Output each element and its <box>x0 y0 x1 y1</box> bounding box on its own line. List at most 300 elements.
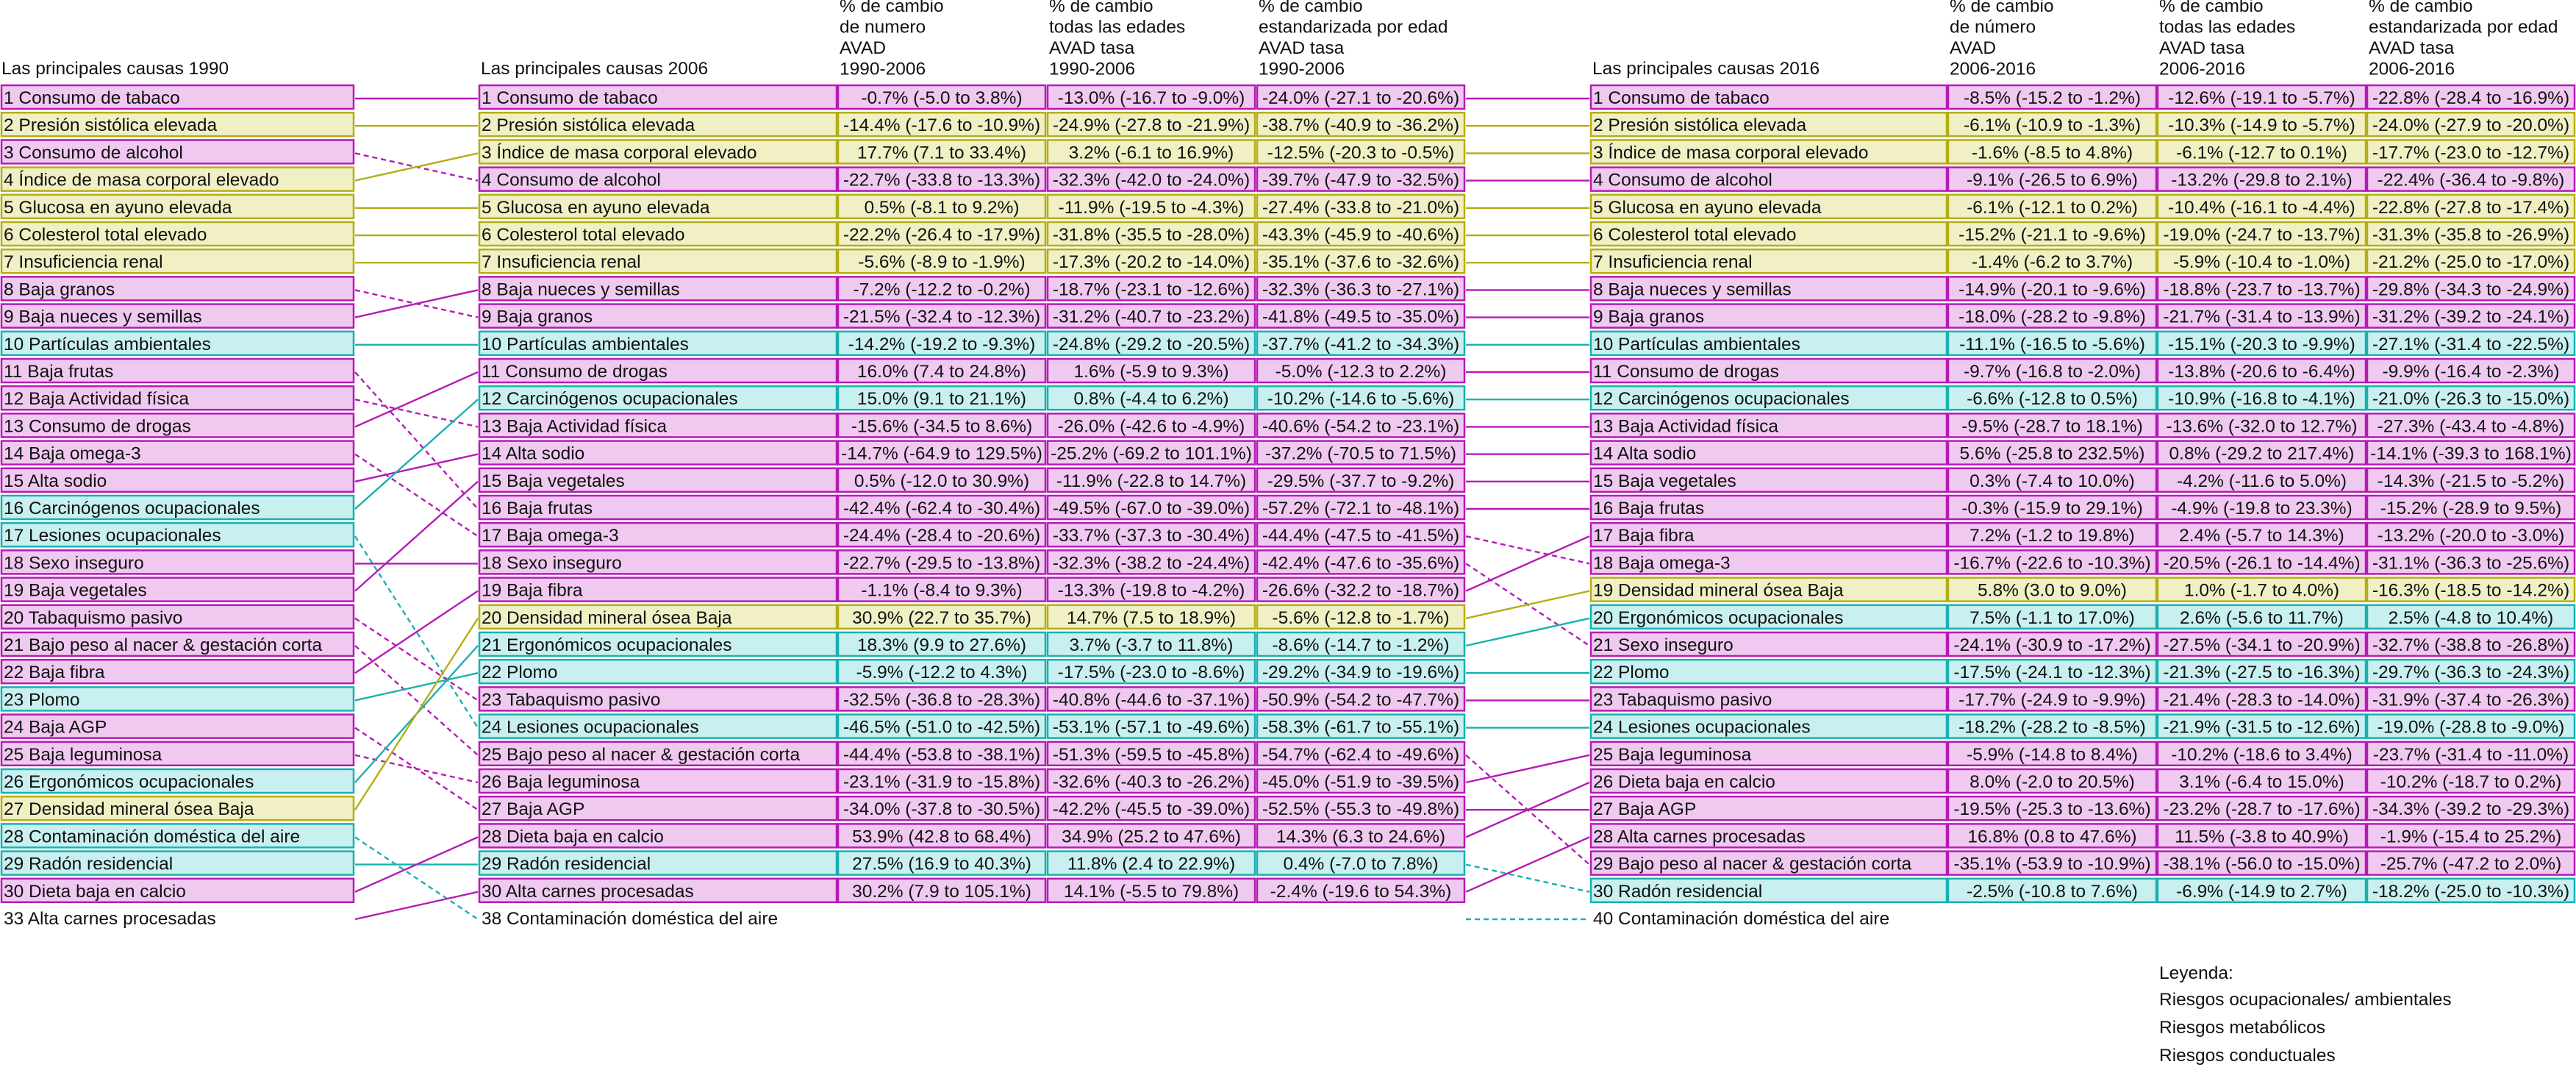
stats-1990-2006-value: -21.5% (-32.4 to -12.3%) <box>842 307 1041 327</box>
stats-2006-2016-value: 1.0% (-1.7 to 4.0%) <box>2183 580 2340 601</box>
stats-2006-2016-value: -21.0% (-26.3 to -15.0%) <box>2372 389 2570 410</box>
col-2016-extra-label: 40 Contaminación doméstica del aire <box>1593 909 1890 929</box>
stats-1990-2006-value: -10.2% (-14.6 to -5.6%) <box>1267 389 1455 410</box>
stats-1990-2006-value: -50.9% (-54.2 to -47.7%) <box>1262 690 1460 710</box>
header-2006-2016-line: AVAD tasa <box>2369 38 2455 58</box>
col-2016-label: 15 Baja vegetales <box>1593 471 1736 491</box>
col-2016-label: 1 Consumo de tabaco <box>1593 88 1770 108</box>
col-1990-label: 29 Radón residencial <box>4 854 173 874</box>
link-1990-2006 <box>355 591 478 674</box>
stats-2006-2016-value: -9.1% (-26.5 to 6.9%) <box>1967 170 2138 190</box>
col-1990-label: 3 Consumo de alcohol <box>4 143 183 163</box>
stats-2006-2016-value: 5.8% (3.0 to 9.0%) <box>1978 580 2127 601</box>
col-2006-label: 22 Plomo <box>482 663 558 683</box>
stats-2006-2016-value: 2.4% (-5.7 to 14.3%) <box>2179 526 2344 546</box>
col-2006-label: 18 Sexo inseguro <box>482 553 622 574</box>
col-2016-label: 11 Consumo de drogas <box>1593 362 1779 382</box>
col-2016-label: 12 Carcinógenos ocupacionales <box>1593 389 1850 410</box>
stats-2006-2016-value: -10.4% (-16.1 to -4.4%) <box>2168 197 2355 218</box>
stats-1990-2006-value: -5.6% (-8.9 to -1.9%) <box>858 252 1026 273</box>
stats-1990-2006-value: 3.7% (-3.7 to 11.8%) <box>1069 635 1234 655</box>
stats-1990-2006-value: -24.4% (-28.4 to -20.6%) <box>842 526 1041 546</box>
stats-1990-2006-value: 0.4% (-7.0 to 7.8%) <box>1283 854 1439 874</box>
col-1990-label: 16 Carcinógenos ocupacionales <box>4 499 260 518</box>
stats-2006-2016-value: -31.9% (-37.4 to -26.3%) <box>2372 690 2570 710</box>
link-1990-2006 <box>355 482 478 591</box>
col-2016-label: 29 Bajo peso al nacer & gestación corta <box>1593 854 1912 874</box>
stats-2006-2016-value: -9.5% (-28.7 to 18.1%) <box>1961 416 2143 437</box>
legend-title: Leyenda: <box>2159 963 2233 983</box>
stats-2006-2016-value: -6.6% (-12.8 to 0.5%) <box>1967 389 2138 410</box>
header-2006-2016-line: AVAD <box>1950 38 1997 58</box>
title-1990: Las principales causas 1990 <box>1 59 229 79</box>
header-2006-2016-line: % de cambio <box>2369 0 2473 16</box>
header-2006-2016-line: todas las edades <box>2159 17 2296 38</box>
col-1990-label: 17 Lesiones ocupacionales <box>4 526 221 546</box>
header-1990-2006-line: AVAD <box>840 38 887 58</box>
link-1990-2006 <box>355 892 478 919</box>
col-2016-label: 2 Presión sistólica elevada <box>1593 115 1807 136</box>
col-2016-label: 5 Glucosa en ayuno elevada <box>1593 197 1822 218</box>
col-1990-extra-label: 33 Alta carnes procesadas <box>4 909 216 929</box>
header-2006-2016-line: AVAD tasa <box>2159 38 2245 58</box>
stats-2006-2016-value: -32.7% (-38.8 to -26.8%) <box>2372 635 2570 655</box>
stats-1990-2006-value: -40.6% (-54.2 to -23.1%) <box>1262 416 1460 437</box>
stats-1990-2006-value: -43.3% (-45.9 to -40.6%) <box>1262 225 1460 245</box>
link-1990-2006 <box>355 454 478 537</box>
col-1990-label: 14 Baja omega-3 <box>4 443 141 464</box>
stats-1990-2006-value: 17.7% (7.1 to 33.4%) <box>856 143 1027 163</box>
col-2016-label: 25 Baja leguminosa <box>1593 744 1752 765</box>
stats-2006-2016-value: -10.9% (-16.8 to -4.1%) <box>2168 389 2355 410</box>
stats-1990-2006-value: -34.0% (-37.8 to -30.5%) <box>842 799 1041 820</box>
link-2006-2016 <box>1466 837 1589 891</box>
stats-2006-2016-value: -27.3% (-43.4 to -4.8%) <box>2377 416 2565 437</box>
stats-2006-2016-value: -13.6% (-32.0 to 12.7%) <box>2166 416 2358 437</box>
stats-1990-2006-value: -37.2% (-70.5 to 71.5%) <box>1264 443 1457 464</box>
header-1990-2006-line: % de cambio <box>840 0 944 16</box>
stats-1990-2006-value: -13.0% (-16.7 to -9.0%) <box>1057 88 1245 108</box>
col-2006-label: 27 Baja AGP <box>482 799 585 820</box>
header-1990-2006-line: 1990-2006 <box>1049 59 1136 79</box>
col-2006-label: 26 Baja leguminosa <box>482 772 640 792</box>
stats-2006-2016-value: -17.7% (-23.0 to -12.7%) <box>2372 143 2570 163</box>
stats-2006-2016-value: -1.6% (-8.5 to 4.8%) <box>1971 143 2133 163</box>
stats-1990-2006-value: -7.2% (-12.2 to -0.2%) <box>853 279 1031 300</box>
stats-1990-2006-value: -57.2% (-72.1 to -48.1%) <box>1262 499 1460 518</box>
stats-1990-2006-value: -0.7% (-5.0 to 3.8%) <box>861 88 1023 108</box>
col-1990-label: 12 Baja Actividad física <box>4 389 189 410</box>
col-2016-label: 22 Plomo <box>1593 663 1670 683</box>
link-1990-2006 <box>355 618 478 701</box>
stats-1990-2006-value: -14.7% (-64.9 to 129.5%) <box>841 443 1042 464</box>
header-1990-2006-line: % de cambio <box>1049 0 1153 16</box>
stats-1990-2006-value: -13.3% (-19.8 to -4.2%) <box>1057 580 1245 601</box>
stats-2006-2016-value: -18.0% (-28.2 to -9.8%) <box>1958 307 2146 327</box>
stats-2006-2016-value: -1.4% (-6.2 to 3.7%) <box>1971 252 2133 273</box>
stats-2006-2016-value: -31.1% (-36.3 to -25.6%) <box>2372 553 2570 574</box>
col-1990-label: 30 Dieta baja en calcio <box>4 881 186 902</box>
stats-1990-2006-value: 34.9% (25.2 to 47.6%) <box>1062 827 1241 847</box>
stats-2006-2016-value: -25.7% (-47.2 to 2.0%) <box>2380 854 2562 874</box>
header-2006-2016-line: 2006-2016 <box>1950 59 2036 79</box>
header-1990-2006-line: 1990-2006 <box>840 59 926 79</box>
col-1990-label: 7 Insuficiencia renal <box>4 252 163 273</box>
stats-1990-2006-value: -11.9% (-22.8 to 14.7%) <box>1056 471 1247 491</box>
col-1990-label: 11 Baja frutas <box>4 362 114 382</box>
col-2006-label: 25 Bajo peso al nacer & gestación corta <box>482 744 801 765</box>
link-2006-2016 <box>1466 755 1589 782</box>
col-2016-label: 23 Tabaquismo pasivo <box>1593 690 1772 710</box>
col-2016-label: 10 Partículas ambientales <box>1593 334 1800 354</box>
stats-1990-2006-value: -24.9% (-27.8 to -21.9%) <box>1052 115 1251 136</box>
header-2006-2016-line: estandarizada por edad <box>2369 17 2558 38</box>
stats-1990-2006-value: -42.4% (-47.6 to -35.6%) <box>1262 553 1460 574</box>
stats-2006-2016-value: -19.5% (-25.3 to -13.6%) <box>1953 799 2151 820</box>
link-1990-2006 <box>355 372 478 509</box>
col-2006-label: 8 Baja nueces y semillas <box>482 279 680 300</box>
stats-1990-2006-value: -39.7% (-47.9 to -32.5%) <box>1262 170 1460 190</box>
stats-1990-2006-value: -26.0% (-42.6 to -4.9%) <box>1057 416 1245 437</box>
stats-2006-2016-value: -11.1% (-16.5 to -5.6%) <box>1959 334 2145 354</box>
header-1990-2006-line: de numero <box>840 17 926 38</box>
stats-1990-2006-value: 16.0% (7.4 to 24.8%) <box>856 362 1027 382</box>
col-1990-label: 9 Baja nueces y semillas <box>4 307 202 327</box>
col-2006-label: 3 Índice de masa corporal elevado <box>482 143 757 163</box>
col-2016-label: 8 Baja nueces y semillas <box>1593 279 1792 300</box>
col-2016-label: 9 Baja granos <box>1593 307 1705 327</box>
legend-item-beh: Riesgos conductuales <box>2159 1046 2336 1066</box>
stats-2006-2016-value: -13.2% (-29.8 to 2.1%) <box>2171 170 2353 190</box>
link-2006-2016 <box>1466 536 1589 591</box>
header-1990-2006-line: estandarizada por edad <box>1259 17 1448 38</box>
col-2006-label: 24 Lesiones ocupacionales <box>482 717 699 738</box>
col-2006-label: 5 Glucosa en ayuno elevada <box>482 197 710 218</box>
stats-1990-2006-value: 11.8% (2.4 to 22.9%) <box>1067 854 1236 874</box>
stats-1990-2006-value: 30.9% (22.7 to 35.7%) <box>852 607 1031 628</box>
stats-2006-2016-value: -27.1% (-31.4 to -22.5%) <box>2372 334 2570 354</box>
stats-2006-2016-value: -22.8% (-27.8 to -17.4%) <box>2372 197 2570 218</box>
stats-2006-2016-value: -1.9% (-15.4 to 25.2%) <box>2380 827 2562 847</box>
stats-2006-2016-value: 11.5% (-3.8 to 40.9%) <box>2175 827 2349 847</box>
header-1990-2006 <box>1049 0 1185 79</box>
stats-1990-2006-value: 15.0% (9.1 to 21.1%) <box>856 389 1027 410</box>
col-2016-label: 19 Densidad mineral ósea Baja <box>1593 580 1844 601</box>
stats-2006-2016-value: 7.5% (-1.1 to 17.0%) <box>1969 607 2135 628</box>
col-2016-label: 4 Consumo de alcohol <box>1593 170 1772 190</box>
stats-1990-2006-value: -5.0% (-12.3 to 2.2%) <box>1275 362 1447 382</box>
stats-2006-2016-value: -13.8% (-20.6 to -6.4%) <box>2168 362 2355 382</box>
stats-2006-2016-value: -19.0% (-28.8 to -9.0%) <box>2377 717 2565 738</box>
stats-2006-2016-value: -23.7% (-31.4 to -11.0%) <box>2372 744 2569 765</box>
col-2006-label: 7 Insuficiencia renal <box>482 252 641 273</box>
stats-2006-2016-value: -6.1% (-12.7 to 0.1%) <box>2176 143 2347 163</box>
stats-1990-2006-value: -18.7% (-23.1 to -12.6%) <box>1052 279 1251 300</box>
col-1990-label: 2 Presión sistólica elevada <box>4 115 218 136</box>
col-1990-label: 5 Glucosa en ayuno elevada <box>4 197 232 218</box>
stats-2006-2016-value: -10.3% (-14.9 to -5.7%) <box>2168 115 2355 136</box>
stats-1990-2006-value: -53.1% (-57.1 to -49.6%) <box>1052 717 1251 738</box>
stats-2006-2016-value: -0.3% (-15.9 to 29.1%) <box>1961 499 2143 518</box>
stats-2006-2016-value: -15.1% (-20.3 to -9.9%) <box>2168 334 2355 354</box>
stats-1990-2006-value: -5.9% (-12.2 to 4.3%) <box>856 663 1028 683</box>
stats-2006-2016-value: -18.8% (-23.7 to -13.7%) <box>2163 279 2361 300</box>
header-1990-2006-line: 1990-2006 <box>1259 59 1345 79</box>
link-1990-2006 <box>355 372 478 427</box>
col-2006-label: 29 Radón residencial <box>482 854 651 874</box>
stats-2006-2016-value: -15.2% (-28.9 to 9.5%) <box>2380 499 2562 518</box>
stats-1990-2006-value: -44.4% (-47.5 to -41.5%) <box>1262 526 1460 546</box>
title-2016: Las principales causas 2016 <box>1592 59 1820 79</box>
stats-1990-2006-value: -14.4% (-17.6 to -10.9%) <box>842 115 1041 136</box>
stats-2006-2016-value: -21.7% (-31.4 to -13.9%) <box>2163 307 2361 327</box>
header-2006-2016 <box>1950 0 2054 79</box>
col-2006-label: 4 Consumo de alcohol <box>482 170 661 190</box>
col-1990-label: 28 Contaminación doméstica del aire <box>4 827 301 847</box>
col-1990 <box>1 85 354 929</box>
stats-2006-2016-value: 8.0% (-2.0 to 20.5%) <box>1969 772 2135 792</box>
col-1990-label: 4 Índice de masa corporal elevado <box>4 170 279 190</box>
stats-1990-2006-value: -40.8% (-44.6 to -37.1%) <box>1052 690 1251 710</box>
header-1990-2006 <box>840 0 944 79</box>
col-1990-label: 15 Alta sodio <box>4 471 107 491</box>
col-2006-label: 1 Consumo de tabaco <box>482 88 658 108</box>
stats-1990-2006-value: -46.5% (-51.0 to -42.5%) <box>842 717 1041 738</box>
col-2016-label: 28 Alta carnes procesadas <box>1593 827 1806 847</box>
stats-1990-2006-value: 1.6% (-5.9 to 9.3%) <box>1073 362 1229 382</box>
stats-1990-2006-value: -24.0% (-27.1 to -20.6%) <box>1262 88 1460 108</box>
stats-1990-2006-value: 14.7% (7.5 to 18.9%) <box>1066 607 1237 628</box>
stats-2006-2016-value: -16.7% (-22.6 to -10.3%) <box>1953 553 2151 574</box>
col-2006 <box>479 85 837 929</box>
link-1990-2006 <box>355 755 478 782</box>
stats-1990-2006-value: -32.6% (-40.3 to -26.2%) <box>1052 772 1251 792</box>
link-2006-2016 <box>1466 865 1589 892</box>
col-2016-label: 26 Dieta baja en calcio <box>1593 772 1775 792</box>
title-2006: Las principales causas 2006 <box>481 59 709 79</box>
stats-1990-2006-value: 27.5% (16.9 to 40.3%) <box>852 854 1031 874</box>
stats-2006-2016-value: -6.9% (-14.9 to 2.7%) <box>2176 881 2347 902</box>
stats-2006-2016-value: -20.5% (-26.1 to -14.4%) <box>2163 553 2361 574</box>
stats-2006-2016-value: -18.2% (-25.0 to -10.3%) <box>2372 881 2570 902</box>
header-2006-2016-line: % de cambio <box>1950 0 2054 16</box>
stats-1990-2006-value: -15.6% (-34.5 to 8.6%) <box>851 416 1033 437</box>
col-2016-label: 21 Sexo inseguro <box>1593 635 1734 655</box>
header-2006-2016-line: 2006-2016 <box>2159 59 2246 79</box>
stats-2006-2016-value: -4.2% (-11.6 to 5.0%) <box>2176 471 2347 491</box>
stats-2006-2016-value: -9.9% (-16.4 to -2.3%) <box>2382 362 2560 382</box>
stats-2006-2016-value: 16.8% (0.8 to 47.6%) <box>1967 827 2137 847</box>
stats-1990-2006-value: -44.4% (-53.8 to -38.1%) <box>842 744 1041 765</box>
stats-1990-2006-value: -23.1% (-31.9 to -15.8%) <box>842 772 1041 792</box>
col-2006-label: 21 Ergonómicos ocupacionales <box>482 635 732 655</box>
stats-2006-2016-value: -31.3% (-35.8 to -26.9%) <box>2372 225 2570 245</box>
col-2006-label: 16 Baja frutas <box>482 499 593 518</box>
stats-2006-2016-value: -16.3% (-18.5 to -14.2%) <box>2372 580 2570 601</box>
stats-2006-2016-value: -6.1% (-10.9 to -1.3%) <box>1963 115 2142 136</box>
col-1990-label: 1 Consumo de tabaco <box>4 88 180 108</box>
link-1990-2006 <box>355 673 478 700</box>
col-2006-label: 6 Colesterol total elevado <box>482 225 685 245</box>
stats-1990-2006-value: -33.7% (-37.3 to -30.4%) <box>1052 526 1251 546</box>
stats-2006-2016-value: -14.9% (-20.1 to -9.6%) <box>1958 279 2146 300</box>
stats-1990-2006-value: -32.3% (-38.2 to -24.4%) <box>1052 553 1251 574</box>
stats-1990-2006-value: -42.4% (-62.4 to -30.4%) <box>842 499 1041 518</box>
stats-2006-2016-value: -21.9% (-31.5 to -12.6%) <box>2163 717 2361 738</box>
stats-2006-2016-value: -8.5% (-15.2 to -1.2%) <box>1963 88 2142 108</box>
stats-1990-2006-value: -25.2% (-69.2 to 101.1%) <box>1051 443 1252 464</box>
col-2006-label: 15 Baja vegetales <box>482 471 625 491</box>
legend <box>2159 963 2452 1066</box>
stats-1990-2006-value: 0.5% (-8.1 to 9.2%) <box>864 197 1020 218</box>
col-1990-label: 22 Baja fibra <box>4 663 105 683</box>
stats-1990-2006-value: -26.6% (-32.2 to -18.7%) <box>1262 580 1460 601</box>
stats-1990-2006-value: -42.2% (-45.5 to -39.0%) <box>1052 799 1251 820</box>
stats-1990-2006-value: -45.0% (-51.9 to -39.5%) <box>1262 772 1460 792</box>
stats-2006-2016-value: -22.8% (-28.4 to -16.9%) <box>2372 88 2570 108</box>
col-2016-label: 27 Baja AGP <box>1593 799 1697 820</box>
col-2006-label: 17 Baja omega-3 <box>482 526 619 546</box>
stats-2006-2016-value: -10.2% (-18.6 to 3.4%) <box>2171 744 2353 765</box>
col-2016-label: 7 Insuficiencia renal <box>1593 252 1753 273</box>
stats-1990-2006-value: -32.3% (-36.3 to -27.1%) <box>1262 279 1460 300</box>
stats-1990-2006-value: -24.8% (-29.2 to -20.5%) <box>1052 334 1251 354</box>
stats-2006-2016-value: -29.8% (-34.3 to -24.9%) <box>2372 279 2570 300</box>
col-2016-label: 16 Baja frutas <box>1593 499 1705 518</box>
col-2006-label: 9 Baja granos <box>482 307 593 327</box>
col-1990-label: 26 Ergonómicos ocupacionales <box>4 772 254 792</box>
stats-2006-2016-value: -21.3% (-27.5 to -16.3%) <box>2163 663 2361 683</box>
stats-2006-2016-value: -29.7% (-36.3 to -24.3%) <box>2372 663 2570 683</box>
col-2006-label: 10 Partículas ambientales <box>482 334 689 354</box>
col-2006-label: 13 Baja Actividad física <box>482 416 667 437</box>
col-1990-label: 20 Tabaquismo pasivo <box>4 607 183 628</box>
stats-2006-2016-value: -14.1% (-39.3 to 168.1%) <box>2370 443 2572 464</box>
col-1990-label: 24 Baja AGP <box>4 717 107 738</box>
header-2006-2016-line: % de cambio <box>2159 0 2264 16</box>
stats-2006-2016-value: -22.4% (-36.4 to -9.8%) <box>2377 170 2565 190</box>
stats-1990-2006-value: -52.5% (-55.3 to -49.8%) <box>1262 799 1460 820</box>
stats-2006-2016-value: -9.7% (-16.8 to -2.0%) <box>1963 362 2142 382</box>
col-1990-label: 27 Densidad mineral ósea Baja <box>4 799 254 820</box>
stats-1990-2006-value: 0.5% (-12.0 to 30.9%) <box>854 471 1030 491</box>
legend-item-occ: Riesgos ocupacionales/ ambientales <box>2159 990 2452 1010</box>
col-2016-label: 3 Índice de masa corporal elevado <box>1593 143 1869 163</box>
stats-1990-2006-value: -8.6% (-14.7 to -1.2%) <box>1272 635 1450 655</box>
header-2006-2016-line: 2006-2016 <box>2369 59 2455 79</box>
col-2016-label: 13 Baja Actividad física <box>1593 416 1778 437</box>
stats-1990-2006-value: -17.3% (-20.2 to -14.0%) <box>1052 252 1251 273</box>
header-1990-2006-line: todas las edades <box>1049 17 1186 38</box>
stats-2006-2016-value: -21.2% (-25.0 to -17.0%) <box>2372 252 2570 273</box>
col-2016-label: 30 Radón residencial <box>1593 881 1763 902</box>
col-1990-label: 18 Sexo inseguro <box>4 553 144 574</box>
stats-1990-2006-value: -14.2% (-19.2 to -9.3%) <box>848 334 1036 354</box>
stats-2006-2016-value: -5.9% (-10.4 to -1.0%) <box>2172 252 2351 273</box>
stats-2006-2016-value: 3.1% (-6.4 to 15.0%) <box>2179 772 2344 792</box>
stats-2006-2016 <box>1948 85 2575 902</box>
col-2006-label: 14 Alta sodio <box>482 443 585 464</box>
header-2006-2016 <box>2369 0 2558 79</box>
stats-1990-2006-value: -31.2% (-40.7 to -23.2%) <box>1052 307 1251 327</box>
stats-1990-2006-value: 53.9% (42.8 to 68.4%) <box>852 827 1031 847</box>
stats-1990-2006-value: -32.5% (-36.8 to -28.3%) <box>842 690 1041 710</box>
header-1990-2006-line: AVAD tasa <box>1259 38 1345 58</box>
stats-1990-2006-value: -54.7% (-62.4 to -49.6%) <box>1262 744 1460 765</box>
col-2006-label: 23 Tabaquismo pasivo <box>482 690 661 710</box>
link-2006-2016 <box>1466 591 1589 618</box>
col-1990-label: 21 Bajo peso al nacer & gestación corta <box>4 635 323 655</box>
stats-2006-2016-value: -10.2% (-18.7 to 0.2%) <box>2380 772 2562 792</box>
stats-2006-2016-value: -2.5% (-10.8 to 7.6%) <box>1967 881 2138 902</box>
col-1990-label: 23 Plomo <box>4 690 80 710</box>
stats-2006-2016-value: -12.6% (-19.1 to -5.7%) <box>2168 88 2355 108</box>
col-2006-label: 28 Dieta baja en calcio <box>482 827 664 847</box>
stats-1990-2006-value: -41.8% (-49.5 to -35.0%) <box>1262 307 1460 327</box>
stats-1990-2006-value: 14.3% (6.3 to 24.6%) <box>1276 827 1446 847</box>
stats-1990-2006 <box>838 85 1464 902</box>
col-2016-label: 6 Colesterol total elevado <box>1593 225 1797 245</box>
col-2016-label: 14 Alta sodio <box>1593 443 1697 464</box>
stats-2006-2016-value: 0.8% (-29.2 to 217.4%) <box>2169 443 2355 464</box>
stats-1990-2006-value: -1.1% (-8.4 to 9.3%) <box>861 580 1023 601</box>
stats-1990-2006-value: -27.4% (-33.8 to -21.0%) <box>1262 197 1460 218</box>
stats-1990-2006-value: 18.3% (9.9 to 27.6%) <box>856 635 1027 655</box>
col-2006-label: 20 Densidad mineral ósea Baja <box>482 607 732 628</box>
stats-1990-2006-value: -2.4% (-19.6 to 54.3%) <box>1270 881 1452 902</box>
stats-1990-2006-value: -38.7% (-40.9 to -36.2%) <box>1262 115 1460 136</box>
stats-1990-2006-value: -22.7% (-33.8 to -13.3%) <box>842 170 1041 190</box>
stats-1990-2006-value: 14.1% (-5.5 to 79.8%) <box>1063 881 1239 902</box>
col-2016-label: 24 Lesiones ocupacionales <box>1593 717 1811 738</box>
col-2016-label: 18 Baja omega-3 <box>1593 553 1731 574</box>
link-1990-2006 <box>355 618 478 810</box>
col-2006-label: 30 Alta carnes procesadas <box>482 881 694 902</box>
link-1990-2006 <box>355 454 478 482</box>
stats-2006-2016-value: -15.2% (-21.1 to -9.6%) <box>1958 225 2146 245</box>
col-1990-label: 19 Baja vegetales <box>4 580 147 601</box>
stats-2006-2016-value: -17.7% (-24.9 to -9.9%) <box>1958 690 2146 710</box>
stats-2006-2016-value: -24.0% (-27.9 to -20.0%) <box>2372 115 2570 136</box>
stats-2006-2016-value: -5.9% (-14.8 to 8.4%) <box>1967 744 2138 765</box>
stats-1990-2006-value: -51.3% (-59.5 to -45.8%) <box>1052 744 1251 765</box>
header-1990-2006 <box>1259 0 1448 79</box>
stats-1990-2006-value: -22.2% (-26.4 to -17.9%) <box>842 225 1041 245</box>
stats-1990-2006-value: -31.8% (-35.5 to -28.0%) <box>1052 225 1251 245</box>
stats-2006-2016-value: -6.1% (-12.1 to 0.2%) <box>1967 197 2138 218</box>
link-1990-2006 <box>355 399 478 509</box>
stats-2006-2016-value: -38.1% (-56.0 to -15.0%) <box>2163 854 2361 874</box>
col-2016-label: 17 Baja fibra <box>1593 526 1695 546</box>
stats-2006-2016-value: -27.5% (-34.1 to -20.9%) <box>2163 635 2361 655</box>
legend-item-met: Riesgos metabólicos <box>2159 1018 2326 1038</box>
stats-2006-2016-value: -19.0% (-24.7 to -13.7%) <box>2163 225 2361 245</box>
header-2006-2016 <box>2159 0 2295 79</box>
stats-2006-2016-value: -18.2% (-28.2 to -8.5%) <box>1958 717 2146 738</box>
col-1990-label: 13 Consumo de drogas <box>4 416 191 437</box>
stats-2006-2016-value: -34.3% (-39.2 to -29.3%) <box>2372 799 2570 820</box>
col-2016 <box>1591 85 1947 929</box>
stats-2006-2016-value: -35.1% (-53.9 to -10.9%) <box>1953 854 2151 874</box>
col-2006-label: 11 Consumo de drogas <box>482 362 668 382</box>
stats-1990-2006-value: 3.2% (-6.1 to 16.9%) <box>1068 143 1234 163</box>
stats-1990-2006-value: -58.3% (-61.7 to -55.1%) <box>1262 717 1460 738</box>
stats-1990-2006-value: -32.3% (-42.0 to -24.0%) <box>1052 170 1251 190</box>
col-2006-label: 19 Baja fibra <box>482 580 583 601</box>
col-2006-label: 2 Presión sistólica elevada <box>482 115 695 136</box>
stats-1990-2006-value: -17.5% (-23.0 to -8.6%) <box>1057 663 1245 683</box>
stats-1990-2006-value: -5.6% (-12.8 to -1.7%) <box>1272 607 1450 628</box>
